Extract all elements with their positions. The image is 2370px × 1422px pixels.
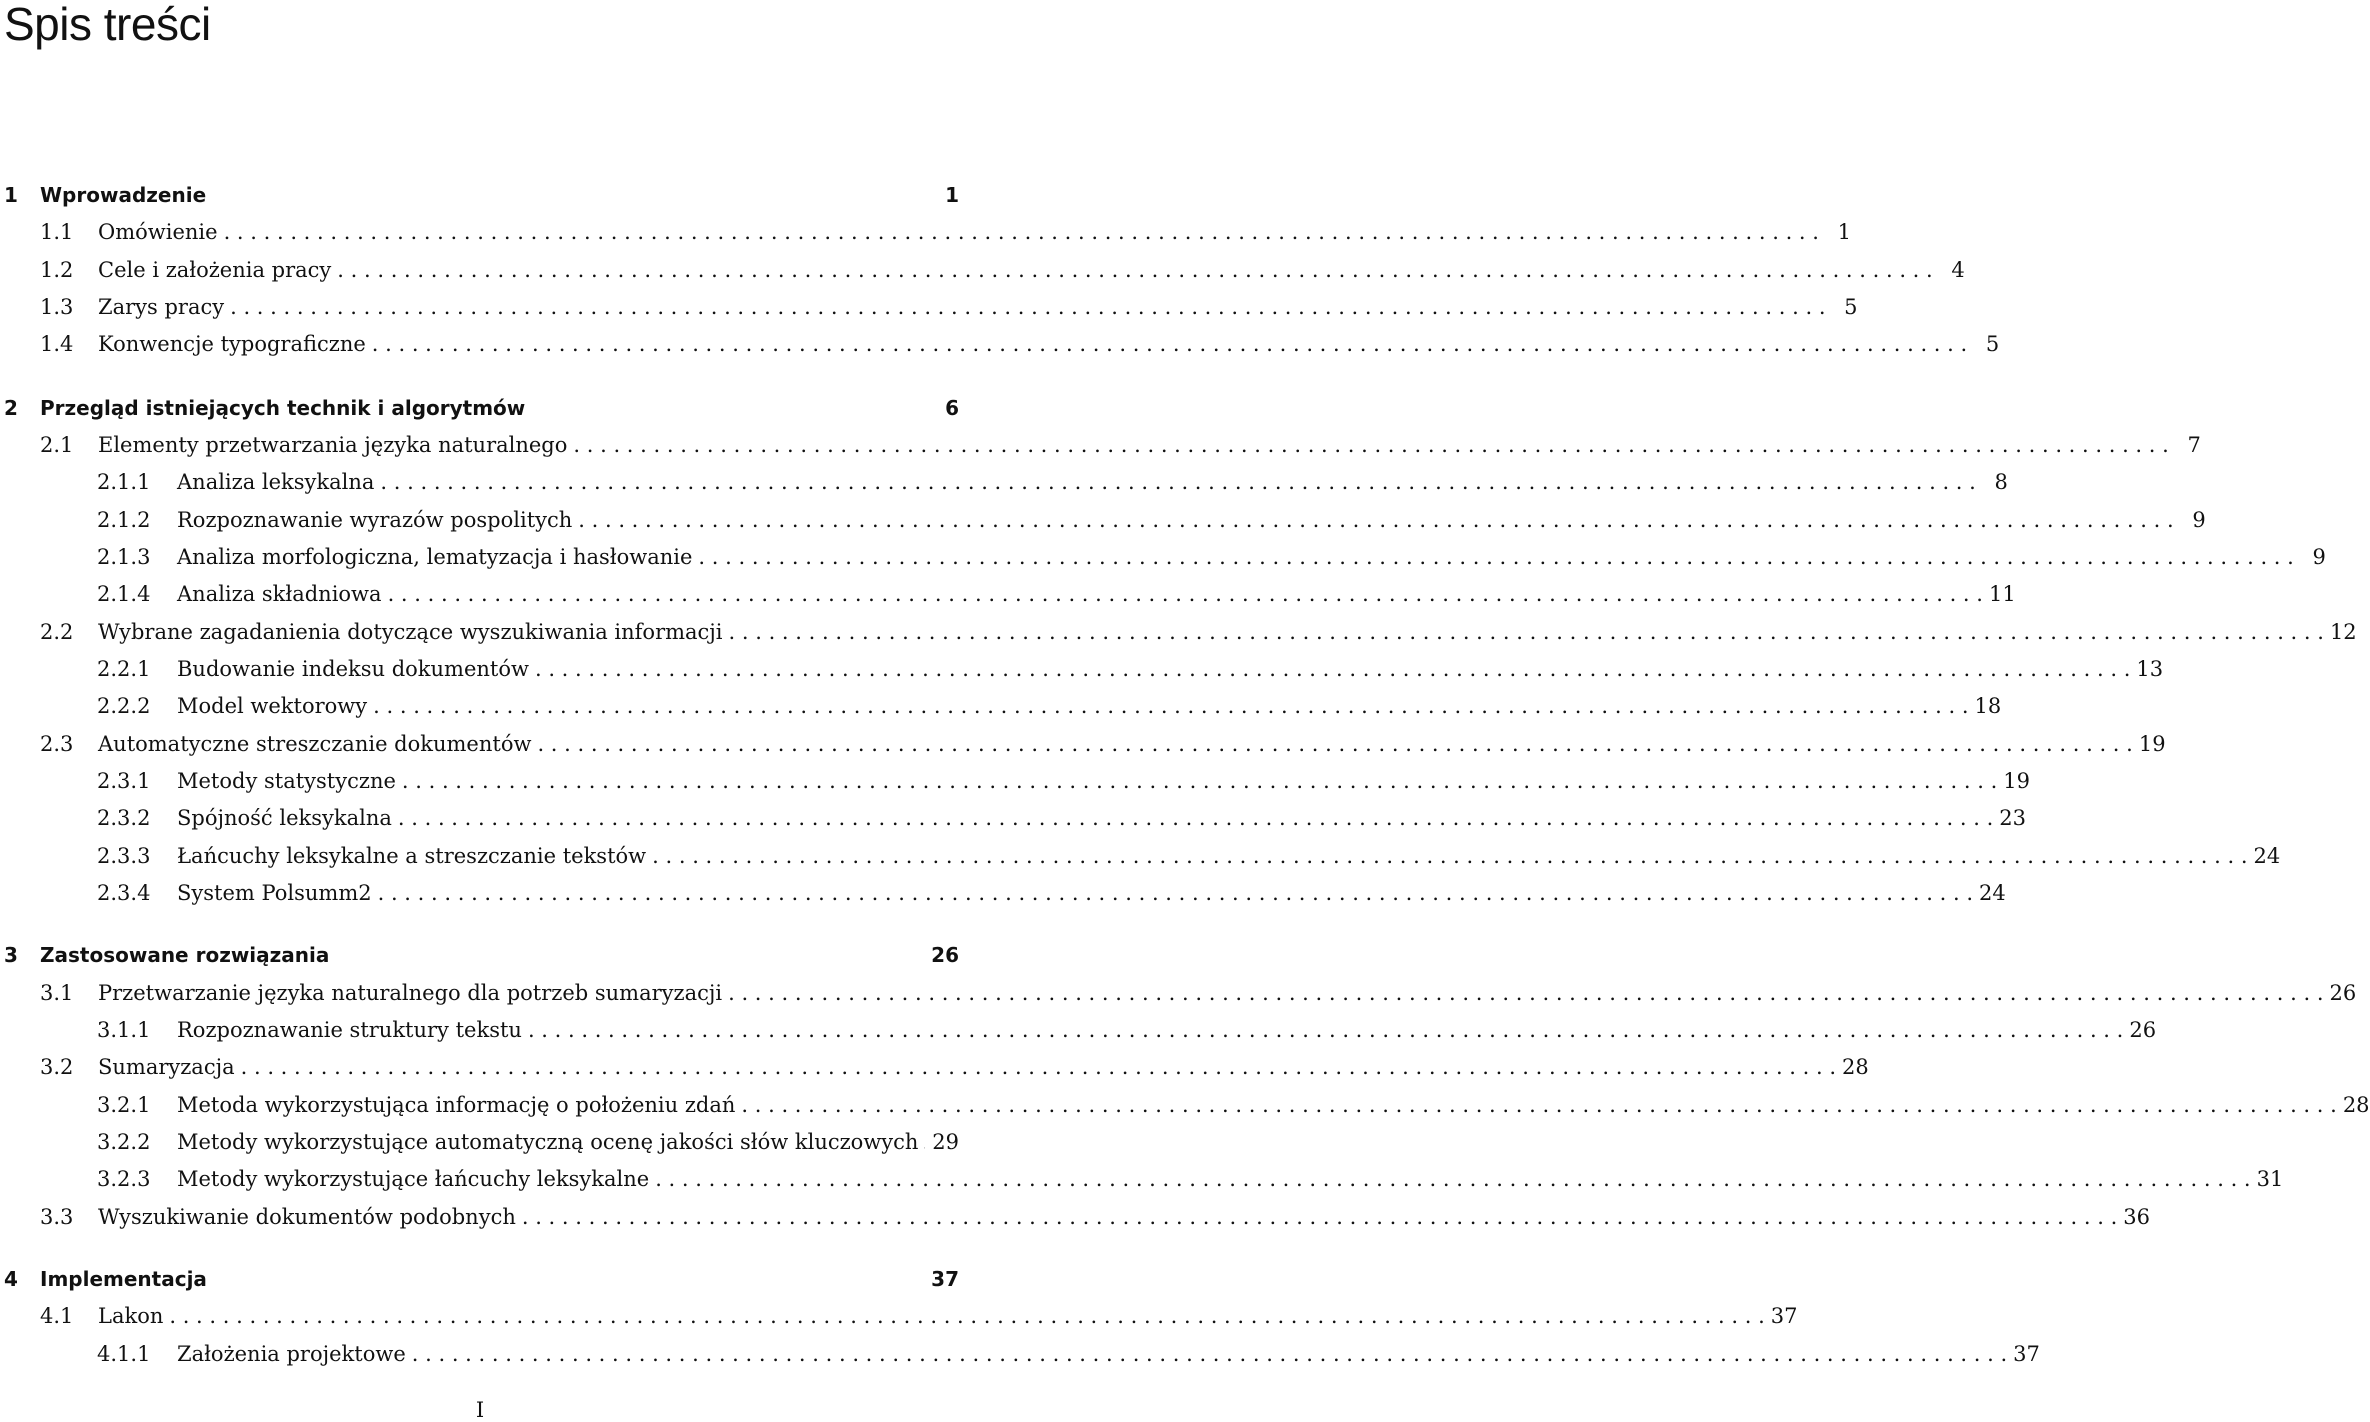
toc-subsection-entry[interactable] xyxy=(97,1013,2157,1043)
toc-section-entry[interactable] xyxy=(40,1200,2150,1230)
toc-chapter-entry[interactable] xyxy=(4,938,959,968)
toc-dot-leader: . . . . . . . . . . . . . . . . . . . . . . . . . . . . . . . . . . . . . . . . . . . . . . . . . . . . . . . . . . . . . . . . . . . . . . . . . . . . . . . . . . . . . . . . . . . . . . . . . . . . . . . . . . . . . . . . . . . . . . . . xyxy=(521,1205,2118,1229)
toc-entry-page-number: 5 xyxy=(1844,295,1858,319)
toc-dot-leader xyxy=(924,1129,926,1155)
toc-subsection-entry[interactable] xyxy=(97,1088,2370,1118)
toc-subsection-entry[interactable] xyxy=(97,540,2326,570)
toc-entry-number: 1.2 xyxy=(40,258,74,282)
toc-entry-page-number: 37 xyxy=(2013,1342,2040,1366)
toc-dot-leader: . . . . . . . . . . . . . . . . . . . . . . . . . . . . . . . . . . . . . . . . . . . . . . . . . . . . . . . . . . . . . . . . . . . . . . . . . . . . . . . . . . . . . . . . . . . . . . . . . . . . . . . . . . . . . . . . . . . . . . . . xyxy=(698,545,2294,569)
toc-entry-page-number: 37 xyxy=(931,1267,959,1291)
toc-entry-title: Elementy przetwarzania języka naturalnego xyxy=(98,433,568,457)
toc-subsection-entry[interactable] xyxy=(97,577,2016,607)
toc-section-entry[interactable] xyxy=(40,1050,1869,1080)
toc-chapter-entry[interactable] xyxy=(4,178,959,208)
toc-entry-title: Sumaryzacja xyxy=(98,1055,235,1079)
toc-entry-page-number: 7 xyxy=(2187,433,2201,457)
toc-section-entry[interactable] xyxy=(40,727,2166,757)
toc-entry-number: 3.1 xyxy=(40,981,74,1005)
toc-chapter-entry[interactable] xyxy=(4,1262,959,1292)
toc-entry-page-number: 9 xyxy=(2192,508,2206,532)
toc-dot-leader: . . . . . . . . . . . . . . . . . . . . . . . . . . . . . . . . . . . . . . . . . . . . . . . . . . . . . . . . . . . . . . . . . . . . . . . . . . . . . . . . . . . . . . . . . . . . . . . . . . . . . . . . . . . . . . . . . . . . . . . . xyxy=(230,295,1826,319)
toc-entry-number: 2.2.1 xyxy=(97,657,151,681)
toc-entry-page-number: 28 xyxy=(2342,1093,2370,1117)
toc-entry-title: Spójność leksykalna xyxy=(177,806,392,830)
toc-dot-leader: . . . . . . . . . . . . . . . . . . . . . . . . . . . . . . . . . . . . . . . . . . . . . . . . . . . . . . . . . . . . . . . . . . . . . . . . . . . . . . . . . . . . . . . . . . . . . . . . . . . . . . . . . . . . . . . . . . . . . . . . xyxy=(527,1018,2124,1042)
toc-entry-title: Automatyczne streszczanie dokumentów xyxy=(98,732,532,756)
toc-entry-number: 2.2.2 xyxy=(97,694,151,718)
toc-entry-number: 3.2.2 xyxy=(97,1130,151,1154)
toc-entry-page-number: 24 xyxy=(1979,881,2006,905)
toc-entry-title: Zastosowane rozwiązania xyxy=(40,943,330,967)
toc-entry-number: 4.1 xyxy=(40,1304,74,1328)
toc-entry-number: 3.1.1 xyxy=(97,1018,151,1042)
toc-entry-number: 1.4 xyxy=(40,332,74,356)
toc-subsection-entry[interactable] xyxy=(97,652,2164,682)
toc-subsection-entry[interactable] xyxy=(97,1162,2284,1192)
toc-entry-page-number: 29 xyxy=(932,1130,959,1154)
toc-entry-number: 2.3.4 xyxy=(97,881,151,905)
toc-entry-title: Wyszukiwanie dokumentów podobnych xyxy=(98,1205,516,1229)
toc-entry-number: 2.3.2 xyxy=(97,806,151,830)
toc-entry-page-number: 5 xyxy=(1985,332,2000,356)
toc-entry-number: 2.1 xyxy=(40,433,74,457)
toc-entry-title: Analiza leksykalna xyxy=(177,470,375,494)
toc-entry-title: Budowanie indeksu dokumentów xyxy=(177,657,529,681)
toc-section-entry[interactable] xyxy=(40,253,1965,283)
toc-entry-page-number: 8 xyxy=(1994,470,2008,494)
toc-entry-page-number: 18 xyxy=(1974,694,2002,718)
toc-entry-number: 2.3.1 xyxy=(97,769,151,793)
toc-dot-leader: . . . . . . . . . . . . . . . . . . . . . . . . . . . . . . . . . . . . . . . . . . . . . . . . . . . . . . . . . . . . . . . . . . . . . . . . . . . . . . . . . . . . . . . . . . . . . . . . . . . . . . . . . . . . . . . . . . . . . . . . xyxy=(728,620,2324,644)
toc-section-entry[interactable] xyxy=(40,1299,1798,1329)
toc-entry-title: Wprowadzenie xyxy=(40,183,207,207)
toc-dot-leader: . . . . . . . . . . . . . . . . . . . . . . . . . . . . . . . . . . . . . . . . . . . . . . . . . . . . . . . . . . . . . . . . . . . . . . . . . . . . . . . . . . . . . . . . . . . . . . . . . . . . . . . . . . . . . . . . . . . . . . . . xyxy=(373,694,1969,718)
toc-subsection-entry[interactable] xyxy=(97,1337,2040,1367)
toc-entry-number: 3.2 xyxy=(40,1055,74,1079)
toc-entry-title: Konwencje typograficzne xyxy=(98,332,366,356)
toc-entry-number: 2.1.1 xyxy=(97,470,151,494)
toc-entry-number: 1.1 xyxy=(40,220,74,244)
toc-entry-title: Metody wykorzystujące łańcuchy leksykalne xyxy=(177,1167,650,1191)
toc-entry-title: System Polsumm2 xyxy=(177,881,372,905)
toc-entry-title: Przegląd istniejących technik i algorytmów xyxy=(40,396,526,420)
toc-entry-title: Metody wykorzystujące automatyczną ocenę jakości słów kluczowych xyxy=(177,1130,919,1154)
toc-entry-number: 3 xyxy=(4,943,18,967)
toc-entry-number: 4 xyxy=(4,1267,18,1291)
toc-dot-leader: . . . . . . . . . . . . . . . . . . . . . . . . . . . . . . . . . . . . . . . . . . . . . . . . . . . . . . . . . . . . . . . . . . . . . . . . . . . . . . . . . . . . . . . . . . . . . . . . . . . . . . . . . . . . . . . . . . . . . . . . xyxy=(573,433,2169,457)
toc-entry-title: Analiza składniowa xyxy=(177,582,382,606)
page-number: I xyxy=(475,1398,485,1422)
toc-dot-leader: . . . . . . . . . . . . . . . . . . . . . . . . . . . . . . . . . . . . . . . . . . . . . . . . . . . . . . . . . . . . . . . . . . . . . . . . . . . . . . . . . . . . . . . . . . . . . . . . . . . . . . . . . . . . . . . . . . . . . . . . xyxy=(240,1055,1837,1079)
toc-entry-number: 2 xyxy=(4,396,18,420)
toc-dot-leader: . . . . . . . . . . . . . . . . . . . . . . . . . . . . . . . . . . . . . . . . . . . . . . . . . . . . . . . . . . . . . . . . . . . . . . . . . . . . . . . . . . . . . . . . . . . . . . . . . . . . . . . . . . . . . . . . . . . . . . . . xyxy=(578,508,2174,532)
toc-entry-title: Rozpoznawanie wyrazów pospolitych xyxy=(177,508,573,532)
toc-dot-leader: . . . . . . . . . . . . . . . . . . . . . . . . . . . . . . . . . . . . . . . . . . . . . . . . . . . . . . . . . . . . . . . . . . . . . . . . . . . . . . . . . . . . . . . . . . . . . . . . . . . . . . . . . . . . . . . . . . . . . . . . xyxy=(655,1167,2251,1191)
toc-entry-page-number: 31 xyxy=(2256,1167,2284,1191)
toc-entry-page-number: 26 xyxy=(2129,1018,2157,1042)
toc-dot-leader: . . . . . . . . . . . . . . . . . . . . . . . . . . . . . . . . . . . . . . . . . . . . . . . . . . . . . . . . . . . . . . . . . . . . . . . . . . . . . . . . . . . . . . . . . . . . . . . . . . . . . . . . . . . . . . . . . . . . . . . . xyxy=(337,258,1933,282)
toc-entry-page-number: 1 xyxy=(1837,220,1851,244)
toc-section-entry[interactable] xyxy=(40,327,2000,357)
toc-entry-page-number: 19 xyxy=(2003,769,2031,793)
toc-entry-number: 2.1.4 xyxy=(97,582,151,606)
toc-dot-leader: . . . . . . . . . . . . . . . . . . . . . . . . . . . . . . . . . . . . . . . . . . . . . . . . . . . . . . . . . . . . . . . . . . . . . . . . . . . . . . . . . . . . . . . . . . . . . . . . . . . . . . . . . . . . . . . . . . . . . . . . xyxy=(534,657,2131,681)
toc-subsection-entry[interactable] xyxy=(97,876,2006,906)
toc-section-entry[interactable] xyxy=(40,615,2357,645)
page-title: Spis treści xyxy=(4,0,211,50)
toc-entry-page-number: 28 xyxy=(1842,1055,1869,1079)
toc-subsection-entry[interactable] xyxy=(97,764,2031,794)
toc-entry-number: 3.3 xyxy=(40,1205,74,1229)
toc-entry-number: 1 xyxy=(4,183,18,207)
toc-entry-page-number: 9 xyxy=(2312,545,2326,569)
toc-entry-title: Przetwarzanie języka naturalnego dla potrzeb sumaryzacji xyxy=(98,981,723,1005)
toc-dot-leader: . . . . . . . . . . . . . . . . . . . . . . . . . . . . . . . . . . . . . . . . . . . . . . . . . . . . . . . . . . . . . . . . . . . . . . . . . . . . . . . . . . . . . . . . . . . . . . . . . . . . . . . . . . . . . . . . . . . . . . . . xyxy=(380,470,1976,494)
toc-chapter-entry[interactable] xyxy=(4,391,959,421)
toc-entry-title: Implementacja xyxy=(40,1267,207,1291)
toc-entry-number: 2.3 xyxy=(40,732,74,756)
toc-entry-page-number: 12 xyxy=(2329,620,2357,644)
toc-dot-leader: . . . . . . . . . . . . . . . . . . . . . . . . . . . . . . . . . . . . . . . . . . . . . . . . . . . . . . . . . . . . . . . . . . . . . . . . . . . . . . . . . . . . . . . . . . . . . . . . . . . . . . . . . . . . . . . . . . . . . . . . xyxy=(401,769,1998,793)
toc-dot-leader: . . . . . . . . . . . . . . . . . . . . . . . . . . . . . . . . . . . . . . . . . . . . . . . . . . . . . . . . . . . . . . . . . . . . . . . . . . . . . . . . . . . . . . . . . . . . . . . . . . . . . . . . . . . . . . . . . . . . . . . . xyxy=(371,332,1968,356)
toc-entry-title: Założenia projektowe xyxy=(177,1342,406,1366)
toc-dot-leader: . . . . . . . . . . . . . . . . . . . . . . . . . . . . . . . . . . . . . . . . . . . . . . . . . . . . . . . . . . . . . . . . . . . . . . . . . . . . . . . . . . . . . . . . . . . . . . . . . . . . . . . . . . . . . . . . . . . . . . . . xyxy=(223,220,1819,244)
toc-dot-leader: . . . . . . . . . . . . . . . . . . . . . . . . . . . . . . . . . . . . . . . . . . . . . . . . . . . . . . . . . . . . . . . . . . . . . . . . . . . . . . . . . . . . . . . . . . . . . . . . . . . . . . . . . . . . . . . . . . . . . . . . xyxy=(169,1304,1765,1328)
toc-entry-page-number: 26 xyxy=(2329,981,2357,1005)
toc-entry-number: 2.1.3 xyxy=(97,545,151,569)
toc-entry-title: Łańcuchy leksykalne a streszczanie tekstów xyxy=(177,844,647,868)
toc-section-entry[interactable] xyxy=(40,290,1858,320)
toc-entry-title: Analiza morfologiczna, lematyzacja i hasłowanie xyxy=(177,545,693,569)
toc-entry-number: 3.2.3 xyxy=(97,1167,151,1191)
toc-dot-leader: . . . . . . . . . . . . . . . . . . . . . . . . . . . . . . . . . . . . . . . . . . . . . . . . . . . . . . . . . . . . . . . . . . . . . . . . . . . . . . . . . . . . . . . . . . . . . . . . . . . . . . . . . . . . . . . . . . . . . . . . xyxy=(741,1093,2337,1117)
toc-entry-page-number: 37 xyxy=(1770,1304,1798,1328)
toc-entry-number: 1.3 xyxy=(40,295,74,319)
toc-subsection-entry[interactable] xyxy=(97,839,2281,869)
toc-entry-page-number: 36 xyxy=(2123,1205,2150,1229)
toc-dot-leader: . . . . . . . . . . . . . . . . . . . . . . . . . . . . . . . . . . . . . . . . . . . . . . . . . . . . . . . . . . . . . . . . . . . . . . . . . . . . . . . . . . . . . . . . . . . . . . . . . . . . . . . . . . . . . . . . . . . . . . . . xyxy=(652,844,2248,868)
toc-dot-leader: . . . . . . . . . . . . . . . . . . . . . . . . . . . . . . . . . . . . . . . . . . . . . . . . . . . . . . . . . . . . . . . . . . . . . . . . . . . . . . . . . . . . . . . . . . . . . . . . . . . . . . . . . . . . . . . . . . . . . . . . xyxy=(387,582,1983,606)
toc-entry-title: Lakon xyxy=(98,1304,164,1328)
toc-entry-title: Metody statystyczne xyxy=(177,769,396,793)
toc-dot-leader: . . . . . . . . . . . . . . . . . . . . . . . . . . . . . . . . . . . . . . . . . . . . . . . . . . . . . . . . . . . . . . . . . . . . . . . . . . . . . . . . . . . . . . . . . . . . . . . . . . . . . . . . . . . . . . . . . . . . . . . . xyxy=(377,881,1974,905)
toc-entry-title: Cele i założenia pracy xyxy=(98,258,332,282)
toc-entry-page-number: 23 xyxy=(1999,806,2027,830)
toc-entry-page-number: 4 xyxy=(1951,258,1965,282)
toc-entry-page-number: 19 xyxy=(2138,732,2166,756)
toc-section-entry[interactable] xyxy=(40,215,1851,245)
toc-entry-number: 2.2 xyxy=(40,620,74,644)
toc-dot-leader: . . . . . . . . . . . . . . . . . . . . . . . . . . . . . . . . . . . . . . . . . . . . . . . . . . . . . . . . . . . . . . . . . . . . . . . . . . . . . . . . . . . . . . . . . . . . . . . . . . . . . . . . . . . . . . . . . . . . . . . . xyxy=(537,732,2133,756)
toc-entry-page-number: 24 xyxy=(2253,844,2281,868)
toc-dot-leader: . . . . . . . . . . . . . . . . . . . . . . . . . . . . . . . . . . . . . . . . . . . . . . . . . . . . . . . . . . . . . . . . . . . . . . . . . . . . . . . . . . . . . . . . . . . . . . . . . . . . . . . . . . . . . . . . . . . . . . . . xyxy=(411,1342,2008,1366)
toc-entry-title: Rozpoznawanie struktury tekstu xyxy=(177,1018,522,1042)
toc-entry-page-number: 6 xyxy=(945,396,959,420)
toc-subsection-entry[interactable] xyxy=(97,465,2008,495)
toc-entry-page-number: 1 xyxy=(945,183,959,207)
toc-entry-page-number: 26 xyxy=(931,943,959,967)
toc-subsection-entry[interactable] xyxy=(97,689,2002,719)
toc-entry-number: 3.2.1 xyxy=(97,1093,151,1117)
toc-entry-title: Model wektorowy xyxy=(177,694,368,718)
toc-entry-title: Omówienie xyxy=(98,220,218,244)
toc-section-entry[interactable] xyxy=(40,976,2357,1006)
toc-entry-number: 4.1.1 xyxy=(97,1342,151,1366)
toc-entry-title: Zarys pracy xyxy=(98,295,225,319)
toc-dot-leader: . . . . . . . . . . . . . . . . . . . . . . . . . . . . . . . . . . . . . . . . . . . . . . . . . . . . . . . . . . . . . . . . . . . . . . . . . . . . . . . . . . . . . . . . . . . . . . . . . . . . . . . . . . . . . . . . . . . . . . . . xyxy=(397,806,1994,830)
toc-entry-number: 2.3.3 xyxy=(97,844,151,868)
toc-entry-title: Wybrane zagadanienia dotyczące wyszukiwania informacji xyxy=(98,620,723,644)
toc-dot-leader: . . . . . . . . . . . . . . . . . . . . . . . . . . . . . . . . . . . . . . . . . . . . . . . . . . . . . . . . . . . . . . . . . . . . . . . . . . . . . . . . . . . . . . . . . . . . . . . . . . . . . . . . . . . . . . . . . . . . . . . . xyxy=(728,981,2324,1005)
toc-subsection-entry[interactable] xyxy=(97,503,2206,533)
toc-section-entry[interactable] xyxy=(40,428,2201,458)
toc-entry-page-number: 13 xyxy=(2136,657,2164,681)
toc-subsection-entry[interactable] xyxy=(97,801,2027,831)
toc-entry-page-number: 11 xyxy=(1988,582,2016,606)
toc-entry-number: 2.1.2 xyxy=(97,508,151,532)
toc-subsection-entry[interactable] xyxy=(97,1125,959,1155)
toc-entry-title: Metoda wykorzystująca informację o położeniu zdań xyxy=(177,1093,736,1117)
